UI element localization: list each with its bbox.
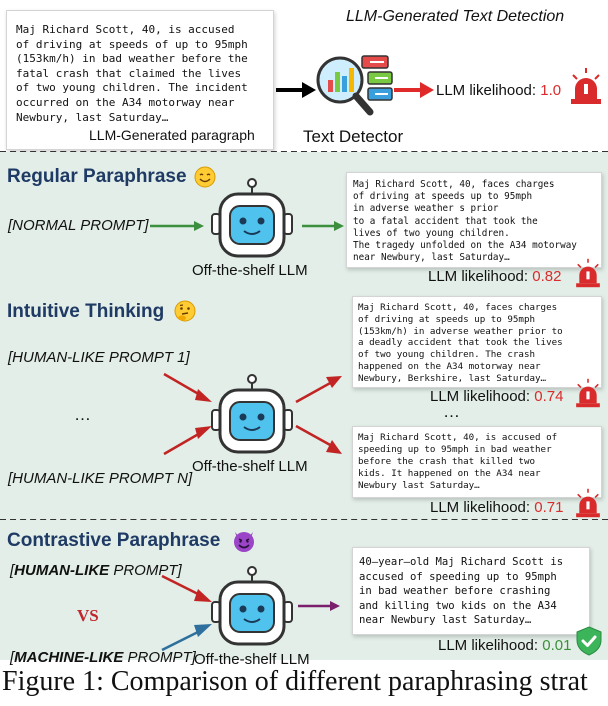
header-arrow-red bbox=[394, 80, 434, 100]
intuitive-output-1-text: Maj Richard Scott, 40, faces charges of driving at speeds up to 95mph (153km/h) in adverse weather prior to a deadly accident that took the lives of two young children. The crash happened on the A34 motorway near Newbury, Berkshire, last Saturday… bbox=[358, 302, 563, 384]
regular-llm-label: Off-the-shelf LLM bbox=[192, 262, 308, 279]
intuitive-likelihood-2-value: 0.71 bbox=[534, 499, 564, 516]
human-prompt-1: [HUMAN-LIKE PROMPT 1] bbox=[8, 349, 190, 366]
text-detector-icon bbox=[310, 52, 394, 124]
contrastive-arrow-machine bbox=[160, 622, 214, 652]
contrastive-likelihood-value: 0.01 bbox=[542, 637, 572, 654]
human-like-prompt: [HUMAN-LIKE PROMPT] bbox=[10, 562, 182, 579]
intuitive-title: Intuitive Thinking bbox=[7, 301, 165, 322]
outputs-ellipsis: … bbox=[443, 402, 460, 421]
intuitive-likelihood-2: LLM likelihood: 0.71 bbox=[430, 499, 564, 516]
intuitive-likelihood-1: LLM likelihood: 0.74 bbox=[430, 388, 564, 405]
regular-title: Regular Paraphrase bbox=[7, 166, 187, 187]
intuitive-arrow-in-n bbox=[162, 424, 214, 456]
alarm-siren-icon bbox=[574, 258, 602, 288]
intuitive-llm-label: Off-the-shelf LLM bbox=[192, 458, 308, 475]
regular-arrow-out bbox=[302, 218, 346, 234]
regular-likelihood-value: 0.82 bbox=[532, 268, 562, 285]
thinking-face-icon bbox=[174, 300, 196, 322]
smiling-devil-icon bbox=[232, 529, 256, 553]
detector-label: Text Detector bbox=[303, 127, 404, 146]
green-shield-check-icon bbox=[575, 626, 603, 656]
alarm-siren-icon bbox=[574, 378, 602, 408]
intuitive-output-1-box bbox=[352, 296, 602, 388]
header-likelihood: LLM likelihood: 1.0 bbox=[436, 82, 562, 99]
contrastive-likelihood: LLM likelihood: 0.01 bbox=[438, 637, 572, 654]
prompt-ellipsis: … bbox=[74, 405, 91, 424]
contrastive-arrow-out bbox=[298, 598, 344, 614]
intuitive-likelihood-1-value: 0.74 bbox=[534, 388, 564, 405]
machine-like-prompt: [MACHINE-LIKE PROMPT] bbox=[10, 649, 196, 666]
contrastive-output-text: 40–year–old Maj Richard Scott is accused of speeding up to 95mph in bad weather before crashing and killing two kids on the A34 near Newbury last Saturday… bbox=[359, 556, 564, 627]
contrastive-arrow-human bbox=[160, 574, 214, 604]
contrastive-llm-label: Off-the-shelf LLM bbox=[194, 651, 310, 668]
vs-label: VS bbox=[77, 606, 99, 625]
regular-arrow-in bbox=[150, 218, 206, 234]
header-title: LLM-Generated Text Detection bbox=[346, 8, 565, 25]
robot-icon bbox=[210, 566, 294, 648]
human-prompt-n: [HUMAN-LIKE PROMPT N] bbox=[8, 470, 193, 487]
regular-output-box bbox=[346, 172, 602, 268]
machine-like-bold: MACHINE-LIKE bbox=[14, 649, 124, 666]
intuitive-output-2-text: Maj Richard Scott, 40, is accused of speeding up to 95mph in bad weather before the crash that killed two kids. It happened on the A34 near Newbury last Saturday… bbox=[358, 432, 558, 491]
header-likelihood-value: 1.0 bbox=[540, 82, 562, 99]
robot-icon bbox=[210, 374, 294, 456]
intuitive-arrow-in-1 bbox=[162, 372, 214, 404]
human-like-bold: HUMAN-LIKE bbox=[14, 562, 110, 579]
intuitive-arrow-out-1 bbox=[294, 374, 344, 406]
generated-paragraph-box bbox=[6, 10, 274, 150]
generated-paragraph-text: Maj Richard Scott, 40, is accused of driving at speeds of up to 95mph (153km/h) in bad weather before the fatal crash that claimed the lives of two young children. The incident occurred on the A34 motorway near Newbury, last Saturday… bbox=[16, 23, 248, 124]
contrastive-title: Contrastive Paraphrase bbox=[7, 530, 221, 551]
alarm-siren-icon bbox=[574, 488, 602, 518]
robot-icon bbox=[210, 178, 294, 260]
figure-caption: Figure 1: Comparison of different paraphrasing strat bbox=[2, 666, 588, 697]
contrastive-output-box bbox=[352, 547, 590, 635]
generated-paragraph-caption: LLM-Generated paragraph bbox=[89, 127, 255, 143]
intuitive-output-2-box bbox=[352, 426, 602, 498]
regular-likelihood: LLM likelihood: 0.82 bbox=[428, 268, 562, 285]
regular-output-text: Maj Richard Scott, 40, faces charges of driving at speeds up to 95mph in adverse weather s prior to a fatal accident that took the lives of two young children. The tragedy unfolded on the A34 motorway near Newbury, last Saturday… bbox=[353, 179, 577, 264]
normal-prompt: [NORMAL PROMPT] bbox=[8, 217, 149, 234]
intuitive-arrow-out-2 bbox=[294, 424, 344, 456]
alarm-siren-icon bbox=[569, 67, 603, 105]
